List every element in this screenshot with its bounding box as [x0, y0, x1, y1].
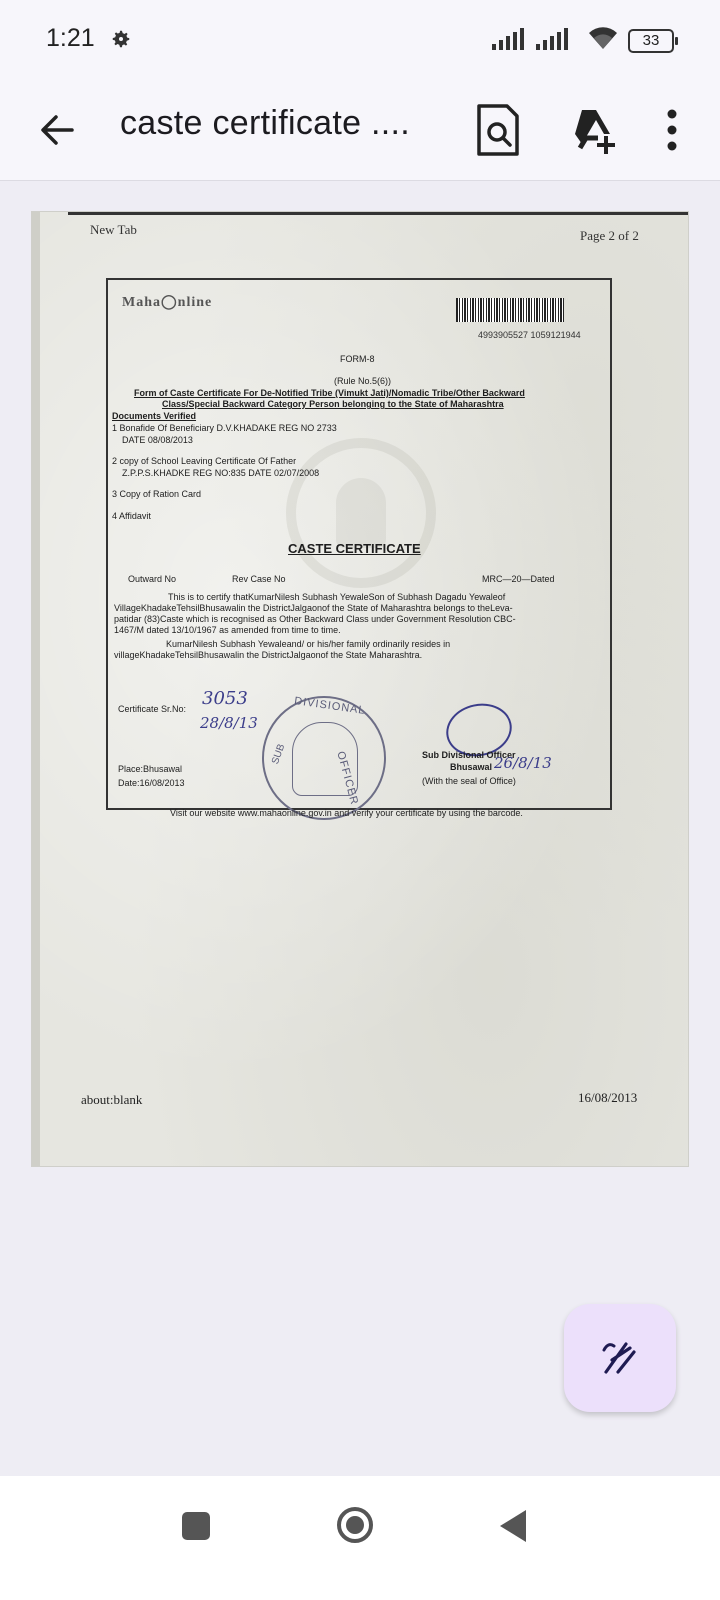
stamp-text-right: OFFICER: [334, 750, 361, 807]
document-item-1: 1 Bonafide Of Beneficiary D.V.KHADAKE REG NO 2733: [112, 423, 337, 433]
wifi-icon: [588, 25, 618, 51]
certificate-body-line4: 1467/M dated 13/10/1967 as amended from time to time.: [114, 625, 341, 635]
status-time: 1:21: [46, 24, 95, 52]
rev-case-no: Rev Case No: [232, 574, 286, 584]
app-bar: [0, 80, 720, 181]
barcode-number: 4993905527 1059121944: [478, 330, 581, 340]
date: Date:16/08/2013: [118, 778, 185, 788]
certificate-body-line6: villageKhadakeTehsilBhusawalin the DistrictJalgaonof the State Maharashtra.: [114, 650, 423, 660]
handwritten-date: 28/8/13: [200, 714, 258, 732]
mahaonline-logo: Maha◯nline: [122, 295, 213, 310]
status-bar: [0, 0, 720, 80]
mrc-dated: MRC—20—Dated: [482, 574, 555, 584]
outward-no: Outward No: [128, 574, 177, 584]
officer-title: Sub Divisional Officer: [422, 750, 516, 760]
page-title: caste certificate ....: [120, 104, 411, 142]
document-item-2: 2 copy of School Leaving Certificate Of Father: [112, 456, 297, 466]
emblem-watermark: [286, 438, 436, 588]
form-title-line2: Class/Special Backward Category Person belonging to the State of Maharashtra: [162, 399, 504, 409]
print-header-right: Page 2 of 2: [580, 228, 639, 243]
signal-icon: [536, 28, 570, 50]
document-page: [32, 212, 688, 1166]
certificate-body-line5: KumarNilesh Subhash Yewaleand/ or his/her family ordinarily resides in: [166, 639, 451, 649]
stamp-text-top: DIVISIONAL: [293, 695, 367, 717]
document-search-icon[interactable]: [473, 102, 523, 158]
barcode: [456, 298, 564, 322]
form-number: FORM-8: [340, 354, 375, 364]
arrow-left-icon[interactable]: [32, 104, 84, 156]
document-item-4: 4 Affidavit: [112, 511, 151, 521]
edit-button[interactable]: [564, 1304, 676, 1412]
officer-seal: (With the seal of Office): [422, 776, 516, 786]
signal-icon: [492, 28, 526, 50]
certificate-sr-no-label: Certificate Sr.No:: [118, 704, 187, 714]
document-item-3: 3 Copy of Ration Card: [112, 489, 202, 499]
print-header-left: New Tab: [90, 222, 137, 237]
page-edge: [32, 212, 40, 1166]
battery-icon: [628, 29, 674, 53]
drive-add-icon[interactable]: [566, 104, 618, 156]
certificate-body-line3: patidar (83)Caste which is recognised as Other Backward Class under Government Resolution CBC-: [114, 614, 516, 624]
certificate-frame: [106, 278, 612, 810]
print-footer-right: 16/08/2013: [578, 1090, 638, 1105]
stamp-text-left: SUB: [270, 742, 288, 766]
gear-icon: [110, 28, 132, 50]
official-stamp: [262, 696, 386, 820]
battery-level: 33: [642, 32, 660, 49]
officer-place: Bhusawal: [450, 762, 493, 772]
certificate-body-line1: This is to certify thatKumarNilesh Subhash YewaleSon of Subhash Dagadu Yewaleof: [168, 592, 506, 602]
print-footer-left: about:blank: [81, 1092, 143, 1107]
handwritten-sr-no: 3053: [202, 688, 248, 709]
back-icon[interactable]: [498, 1508, 528, 1544]
home-icon[interactable]: [336, 1506, 374, 1544]
certificate-body-line2: VillageKhadakeTehsilBhusawalin the DistrictJalgaonof the State of Maharashtra belongs to theLeva-: [114, 603, 513, 613]
website-note: Visit our website www.mahaonline.gov.in and verify your certificate by using the barcode.: [170, 808, 523, 818]
place: Place:Bhusawal: [118, 764, 183, 774]
rule-number: (Rule No.5(6)): [334, 376, 392, 386]
edit-pen-icon: [600, 1338, 640, 1378]
more-vert-icon[interactable]: [652, 102, 692, 158]
caste-certificate-heading: CASTE CERTIFICATE: [288, 541, 421, 556]
documents-verified-heading: Documents Verified: [112, 411, 197, 421]
recents-icon[interactable]: [182, 1512, 210, 1540]
document-item-1-date: DATE 08/08/2013: [122, 435, 193, 445]
handwritten-officer-date: 26/8/13: [494, 754, 552, 772]
page-top-edge: [68, 212, 688, 215]
form-title-line1: Form of Caste Certificate For De-Notified Tribe (Vimukt Jati)/Nomadic Tribe/Other Backward: [134, 388, 525, 398]
document-item-2-detail: Z.P.P.S.KHADKE REG NO:835 DATE 02/07/2008: [122, 468, 320, 478]
